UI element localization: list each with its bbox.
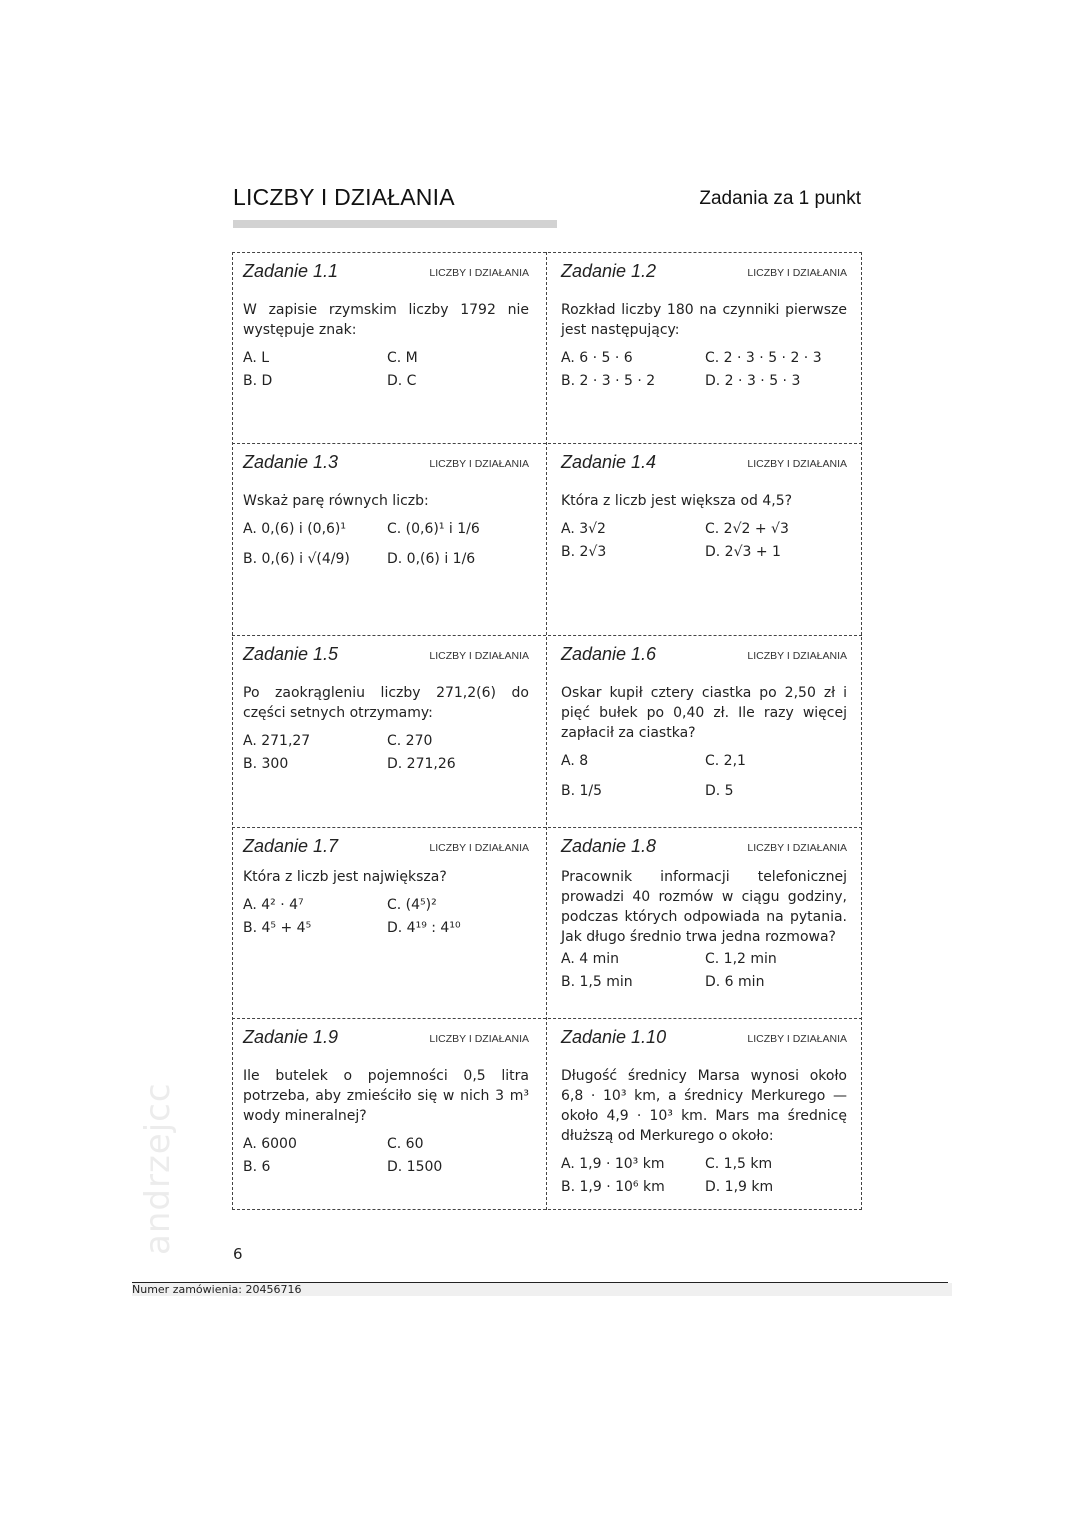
grid-divider-row-1 <box>232 443 862 444</box>
task-title: Zadanie 1.6 <box>561 644 657 664</box>
option-d: D. 4¹⁹ : 4¹⁰ <box>387 920 461 936</box>
task-title: Zadanie 1.3 <box>243 452 339 472</box>
option-a: A. L <box>243 350 270 366</box>
task-category-tag: LICZBY I DZIAŁANIA <box>429 842 529 854</box>
option-c: C. 270 <box>387 733 433 749</box>
option-b: B. 6 <box>243 1159 271 1175</box>
answer-options <box>243 731 529 774</box>
task-question: Długość średnicy Marsa wynosi około 6,8 · 10³ km, a średnicy Merkurego — około 4,9 · 10³ km. Mars ma średnicę dłuższą od Merkurego o około: <box>561 1068 847 1144</box>
option-d: D. 271,26 <box>387 756 456 772</box>
task-card <box>243 644 529 774</box>
option-d: D. 1,9 km <box>705 1179 774 1195</box>
task-card <box>243 261 529 391</box>
task-question: Po zaokrągleniu liczby 271,2(6) do części setnych otrzymamy: <box>243 685 529 721</box>
option-b: B. 4⁵ + 4⁵ <box>243 920 312 936</box>
watermark: andrzejcc <box>138 1082 178 1255</box>
answer-options <box>243 348 529 391</box>
task-title: Zadanie 1.1 <box>243 261 339 281</box>
option-b: B. 300 <box>243 756 289 772</box>
order-number: Numer zamówienia: 20456716 <box>132 1283 302 1296</box>
option-d: D. 2√3 + 1 <box>705 544 781 560</box>
task-card <box>243 836 529 938</box>
task-category-tag: LICZBY I DZIAŁANIA <box>429 650 529 662</box>
option-d: D. 5 <box>705 783 734 799</box>
page-number: 6 <box>233 1245 243 1263</box>
task-card <box>243 1027 529 1177</box>
option-d: D. 0,(6) i 1/6 <box>387 551 476 567</box>
answer-options <box>243 1134 529 1177</box>
page-section-title: LICZBY I DZIAŁANIA <box>233 184 455 210</box>
option-c: C. 2 · 3 · 5 · 2 · 3 <box>705 350 822 366</box>
task-title: Zadanie 1.9 <box>243 1027 339 1047</box>
option-c: C. 1,5 km <box>705 1156 773 1172</box>
option-a: A. 8 <box>561 753 589 769</box>
task-category-tag: LICZBY I DZIAŁANIA <box>747 1033 847 1045</box>
grid-divider-row-3 <box>232 827 862 828</box>
task-question: Która z liczb jest największa? <box>243 869 447 885</box>
option-d: D. C <box>387 373 417 389</box>
task-card <box>561 452 847 562</box>
task-title: Zadanie 1.5 <box>243 644 339 664</box>
task-question: Wskaż parę równych liczb: <box>243 493 429 509</box>
answer-options <box>243 895 529 938</box>
option-a: A. 0,(6) i (0,6)¹ <box>243 521 347 537</box>
task-question: W zapisie rzymskim liczby 1792 nie występuje znak: <box>243 302 529 338</box>
task-card <box>561 1027 847 1197</box>
option-a: A. 4 min <box>561 951 619 967</box>
task-title: Zadanie 1.7 <box>243 836 339 856</box>
option-d: D. 6 min <box>705 974 765 990</box>
task-category-tag: LICZBY I DZIAŁANIA <box>747 458 847 470</box>
option-a: A. 6000 <box>243 1136 297 1152</box>
option-c: C. 2√2 + √3 <box>705 521 789 537</box>
page-subtitle: Zadania za 1 punkt <box>699 188 861 209</box>
task-question: Oskar kupił cztery ciastka po 2,50 zł i pięć bułek po 0,40 zł. Ile razy więcej zapłacił za ciastka? <box>561 685 847 741</box>
answer-options <box>561 348 847 391</box>
task-title: Zadanie 1.4 <box>561 452 657 472</box>
grid-divider-vertical <box>546 252 547 1210</box>
task-card <box>243 452 529 569</box>
option-b: B. 1,9 · 10⁶ km <box>561 1179 665 1195</box>
task-card <box>561 644 847 801</box>
task-question: Rozkład liczby 180 na czynniki pierwsze jest następujący: <box>561 302 847 338</box>
task-category-tag: LICZBY I DZIAŁANIA <box>429 1033 529 1045</box>
task-question: Która z liczb jest większa od 4,5? <box>561 493 793 509</box>
task-category-tag: LICZBY I DZIAŁANIA <box>429 458 529 470</box>
task-question: Ile butelek o pojemności 0,5 litra potrzeba, aby zmieściło się w nich 3 m³ wody mineralnej? <box>243 1068 529 1124</box>
task-category-tag: LICZBY I DZIAŁANIA <box>747 842 847 854</box>
option-b: B. D <box>243 373 273 389</box>
task-title: Zadanie 1.8 <box>561 836 657 856</box>
option-b: B. 2√3 <box>561 544 607 560</box>
option-a: A. 4² · 4⁷ <box>243 897 304 913</box>
answer-options <box>561 519 847 562</box>
task-title: Zadanie 1.2 <box>561 261 657 281</box>
option-b: B. 1/5 <box>561 783 603 799</box>
option-c: C. 1,2 min <box>705 951 777 967</box>
task-category-tag: LICZBY I DZIAŁANIA <box>747 650 847 662</box>
option-b: B. 1,5 min <box>561 974 633 990</box>
task-card <box>561 836 847 992</box>
task-card <box>561 261 847 391</box>
answer-options <box>561 949 847 992</box>
task-title: Zadanie 1.10 <box>561 1027 667 1047</box>
option-a: A. 6 · 5 · 6 <box>561 350 633 366</box>
option-c: C. M <box>387 350 418 366</box>
answer-options <box>561 1154 847 1197</box>
option-c: C. 60 <box>387 1136 424 1152</box>
option-c: C. (4⁵)² <box>387 897 437 913</box>
grid-divider-row-4 <box>232 1018 862 1019</box>
task-category-tag: LICZBY I DZIAŁANIA <box>747 267 847 279</box>
option-a: A. 1,9 · 10³ km <box>561 1156 665 1172</box>
option-b: B. 2 · 3 · 5 · 2 <box>561 373 656 389</box>
option-d: D. 2 · 3 · 5 · 3 <box>705 373 801 389</box>
grid-divider-row-2 <box>232 635 862 636</box>
answer-options <box>243 519 529 569</box>
option-a: A. 3√2 <box>561 521 606 537</box>
option-c: C. 2,1 <box>705 753 746 769</box>
option-b: B. 0,(6) i √(4/9) <box>243 551 350 567</box>
option-a: A. 271,27 <box>243 733 311 749</box>
header-underline-bar <box>233 220 557 228</box>
task-category-tag: LICZBY I DZIAŁANIA <box>429 267 529 279</box>
task-question: Pracownik informacji telefonicznej prowadzi 40 rozmów w ciągu godziny, podczas których odpowiada na pytania. Jak długo średnio trwa jedna rozmowa? <box>561 869 847 945</box>
answer-options <box>561 751 847 801</box>
option-c: C. (0,6)¹ i 1/6 <box>387 521 480 537</box>
option-d: D. 1500 <box>387 1159 443 1175</box>
